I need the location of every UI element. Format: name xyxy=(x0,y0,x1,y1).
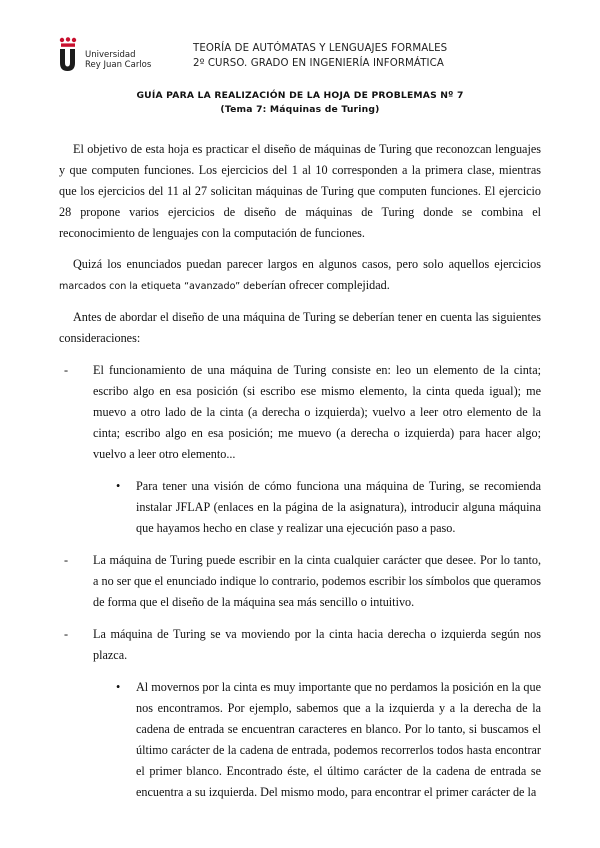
document-title: GUÍA PARA LA REALIZACIÓN DE LA HOJA DE PROBLEMAS Nº 7 xyxy=(136,90,464,101)
document-body xyxy=(59,139,541,803)
paragraph-length-note xyxy=(59,254,541,297)
list-item-text: La máquina de Turing se va moviendo por la cinta hacia derecha o izquierda según nos plazca. xyxy=(93,627,541,662)
dash-marker: - xyxy=(64,627,69,641)
crown-icon xyxy=(59,37,77,48)
course-title: TEORÍA DE AUTÓMATAS Y LENGUAJES FORMALES xyxy=(193,43,448,54)
list-item xyxy=(59,360,541,465)
sub-list-item-text: Para tener una visión de cómo funciona una máquina de Turing, se recomienda instalar JFLAP (enlaces en la página de la asignatura), introducir alguna máquina que hayamos hecho en clase y realizar una ejecución paso a paso. xyxy=(136,479,541,535)
university-name-line1: Universidad xyxy=(85,50,136,60)
list-item-text: El funcionamiento de una máquina de Turing consiste en: leo un elemento de la cinta; escribo algo en esa posición (si escribo ese mismo elemento, la cinta queda igual); me muevo a otro lado de la cinta (a derecha o izquierda); vuelvo a leer otro elemento de la cinta; escribo algo en esa posición; me muevo (a derecha o izquierda) para hacer algo; vuelvo a leer otro elemento... xyxy=(93,363,541,461)
list-item-text: La máquina de Turing puede escribir en la cinta cualquier carácter que desee. Por lo tanto, a no ser que el enunciado indique lo contrario, podemos escribir los símbolos que queramos de forma que el diseño de la máquina sea más sencillo o intuitivo. xyxy=(93,553,541,609)
bullet-marker: • xyxy=(116,680,121,694)
list-item xyxy=(59,550,541,613)
paragraph-length-note-text: Quizá los enunciados puedan parecer largos en algunos casos, pero solo aquellos ejercicios xyxy=(73,257,541,271)
u-letter-mark-icon xyxy=(59,49,76,71)
dash-marker: - xyxy=(64,553,69,567)
paragraph-objective: El objetivo de esta hoja es practicar el diseño de máquinas de Turing que reconozcan lenguajes y que computen funciones. Los ejercicios del 1 al 10 corresponden a la primera clase, mientras que los ejercicios del 11 al 27 solicitan máquinas de Turing que computen funciones. El ejercicio 28 propone varios ejercicios de diseño de máquinas de Turing donde se combina el reconocimiento de lenguajes con la computación de funciones. xyxy=(59,142,541,240)
university-name xyxy=(85,50,151,70)
bullet-marker: • xyxy=(116,479,121,493)
university-name-line2: Rey Juan Carlos xyxy=(85,60,152,70)
sub-list-item-text: Al movernos por la cinta es muy importante que no perdamos la posición en la que nos encontramos. Por ejemplo, sabemos que a la izquierda y a la derecha de la cadena de entrada se encuentran caracteres en blanco. Por lo tanto, si buscamos el último carácter de la cadena de entrada, podemos recorrerlos todos hasta encontrar el primer blanco. Encontrado éste, el último carácter de la cadena de entrada se encuentra a su izquierda. Del mismo modo, para encontrar el primer carácter de la xyxy=(136,680,541,799)
paragraph-considerations: Antes de abordar el diseño de una máquina de Turing se deberían tener en cuenta las siguientes consideraciones: xyxy=(59,310,541,345)
advanced-label-note: marcados con la etiqueta “avanzado” deber xyxy=(59,281,272,292)
sub-list-item xyxy=(59,677,541,803)
paragraph-length-note-end: ían ofrecer complejidad. xyxy=(271,278,390,292)
university-logo xyxy=(59,37,179,73)
course-header xyxy=(193,41,447,71)
sub-list-item xyxy=(59,476,541,539)
list-item xyxy=(59,624,541,666)
dash-marker: - xyxy=(64,363,69,377)
document-subtitle: (Tema 7: Máquinas de Turing) xyxy=(220,104,380,115)
course-degree: 2º CURSO. GRADO EN INGENIERÍA INFORMÁTICA xyxy=(193,58,444,69)
